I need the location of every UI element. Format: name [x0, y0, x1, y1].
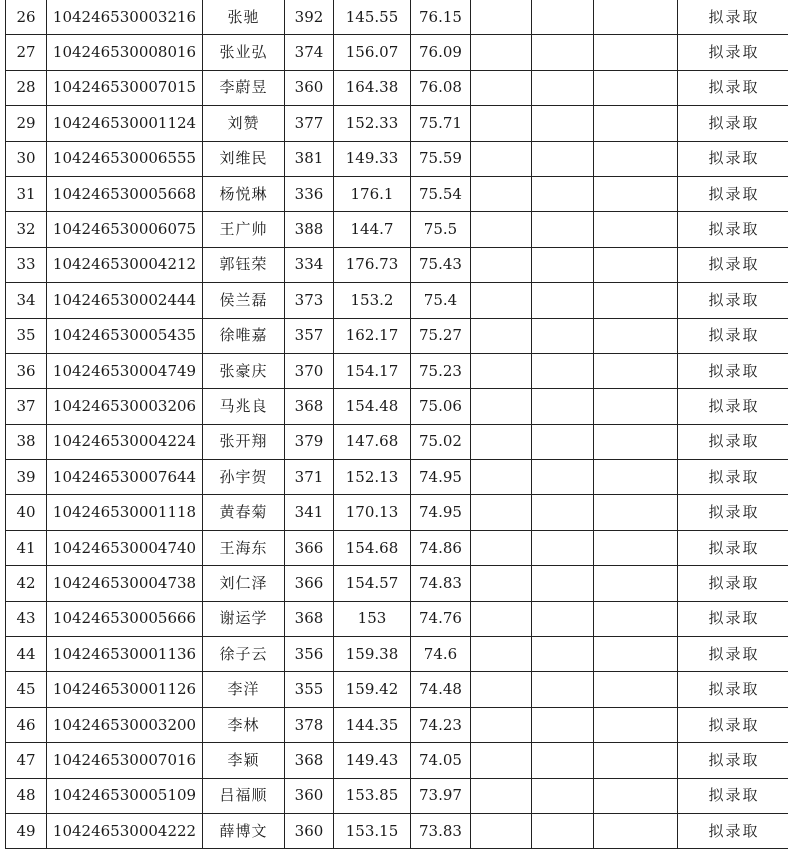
cell-candidate-id: 104246530003200 — [47, 707, 203, 742]
cell-retest-score: 156.07 — [334, 35, 411, 70]
table-row — [6, 601, 788, 636]
cell-retest-score: 153 — [334, 601, 411, 636]
cell-empty — [471, 70, 532, 105]
cell-candidate-name: 黄春菊 — [203, 495, 285, 530]
cell-empty — [594, 0, 678, 35]
cell-empty — [471, 212, 532, 247]
cell-empty — [471, 530, 532, 565]
cell-candidate-id: 104246530003216 — [47, 0, 203, 35]
cell-row-number: 39 — [6, 460, 47, 495]
table-row — [6, 424, 788, 459]
cell-candidate-id: 104246530007016 — [47, 743, 203, 778]
cell-row-number: 32 — [6, 212, 47, 247]
cell-admission-result: 拟录取 — [678, 530, 788, 565]
cell-empty — [471, 424, 532, 459]
cell-total-score: 74.83 — [411, 566, 471, 601]
cell-row-number: 37 — [6, 389, 47, 424]
cell-empty — [532, 601, 594, 636]
table-row — [6, 389, 788, 424]
cell-candidate-id: 104246530006075 — [47, 212, 203, 247]
cell-total-score: 76.08 — [411, 70, 471, 105]
cell-row-number: 34 — [6, 283, 47, 318]
cell-empty — [594, 176, 678, 211]
cell-empty — [471, 353, 532, 388]
cell-candidate-name: 吕福顺 — [203, 778, 285, 813]
cell-candidate-id: 104246530002444 — [47, 283, 203, 318]
cell-row-number: 44 — [6, 637, 47, 672]
cell-candidate-name: 李蔚昱 — [203, 70, 285, 105]
cell-empty — [532, 353, 594, 388]
cell-candidate-name: 李林 — [203, 707, 285, 742]
cell-admission-result: 拟录取 — [678, 637, 788, 672]
table-row — [6, 318, 788, 353]
cell-empty — [532, 637, 594, 672]
cell-retest-score: 154.68 — [334, 530, 411, 565]
cell-candidate-name: 侯兰磊 — [203, 283, 285, 318]
cell-total-score: 74.86 — [411, 530, 471, 565]
table-row — [6, 176, 788, 211]
cell-empty — [594, 813, 678, 848]
cell-candidate-id: 104246530001126 — [47, 672, 203, 707]
cell-total-score: 74.23 — [411, 707, 471, 742]
cell-total-score: 75.4 — [411, 283, 471, 318]
cell-exam-score: 368 — [285, 743, 334, 778]
cell-empty — [471, 106, 532, 141]
cell-empty — [532, 212, 594, 247]
cell-empty — [594, 460, 678, 495]
cell-total-score: 74.95 — [411, 495, 471, 530]
cell-empty — [532, 707, 594, 742]
cell-candidate-name: 徐子云 — [203, 637, 285, 672]
cell-empty — [594, 566, 678, 601]
cell-candidate-id: 104246530005109 — [47, 778, 203, 813]
table-row — [6, 813, 788, 848]
table-row — [6, 212, 788, 247]
cell-exam-score: 368 — [285, 601, 334, 636]
cell-retest-score: 144.7 — [334, 212, 411, 247]
cell-empty — [594, 778, 678, 813]
cell-empty — [471, 637, 532, 672]
cell-row-number: 40 — [6, 495, 47, 530]
cell-candidate-name: 王广帅 — [203, 212, 285, 247]
table-row — [6, 0, 788, 35]
cell-exam-score: 381 — [285, 141, 334, 176]
cell-empty — [471, 495, 532, 530]
cell-exam-score: 360 — [285, 813, 334, 848]
cell-row-number: 27 — [6, 35, 47, 70]
cell-empty — [532, 672, 594, 707]
cell-retest-score: 154.57 — [334, 566, 411, 601]
cell-admission-result: 拟录取 — [678, 353, 788, 388]
cell-exam-score: 355 — [285, 672, 334, 707]
table-row — [6, 283, 788, 318]
cell-empty — [471, 247, 532, 282]
cell-empty — [594, 637, 678, 672]
cell-total-score: 74.95 — [411, 460, 471, 495]
cell-candidate-name: 李洋 — [203, 672, 285, 707]
cell-row-number: 48 — [6, 778, 47, 813]
cell-retest-score: 176.1 — [334, 176, 411, 211]
cell-exam-score: 379 — [285, 424, 334, 459]
cell-retest-score: 153.85 — [334, 778, 411, 813]
cell-retest-score: 149.43 — [334, 743, 411, 778]
cell-admission-result: 拟录取 — [678, 247, 788, 282]
cell-candidate-id: 104246530001136 — [47, 637, 203, 672]
cell-empty — [594, 424, 678, 459]
cell-candidate-id: 104246530004740 — [47, 530, 203, 565]
cell-empty — [471, 176, 532, 211]
cell-empty — [594, 743, 678, 778]
cell-row-number: 43 — [6, 601, 47, 636]
cell-admission-result: 拟录取 — [678, 35, 788, 70]
cell-row-number: 31 — [6, 176, 47, 211]
cell-retest-score: 154.48 — [334, 389, 411, 424]
cell-retest-score: 144.35 — [334, 707, 411, 742]
cell-admission-result: 拟录取 — [678, 176, 788, 211]
cell-empty — [532, 141, 594, 176]
cell-candidate-id: 104246530001124 — [47, 106, 203, 141]
cell-exam-score: 336 — [285, 176, 334, 211]
cell-candidate-name: 张开翔 — [203, 424, 285, 459]
cell-row-number: 47 — [6, 743, 47, 778]
cell-row-number: 26 — [6, 0, 47, 35]
cell-row-number: 46 — [6, 707, 47, 742]
cell-total-score: 75.23 — [411, 353, 471, 388]
cell-row-number: 49 — [6, 813, 47, 848]
cell-total-score: 75.71 — [411, 106, 471, 141]
cell-empty — [471, 389, 532, 424]
cell-candidate-id: 104246530008016 — [47, 35, 203, 70]
table-row — [6, 141, 788, 176]
cell-admission-result: 拟录取 — [678, 672, 788, 707]
cell-empty — [594, 35, 678, 70]
admission-table-body — [6, 0, 788, 849]
cell-empty — [532, 70, 594, 105]
cell-candidate-id: 104246530006555 — [47, 141, 203, 176]
cell-empty — [471, 813, 532, 848]
cell-total-score: 73.97 — [411, 778, 471, 813]
cell-retest-score: 149.33 — [334, 141, 411, 176]
cell-retest-score: 152.13 — [334, 460, 411, 495]
cell-empty — [594, 247, 678, 282]
cell-candidate-name: 杨悦琳 — [203, 176, 285, 211]
cell-retest-score: 164.38 — [334, 70, 411, 105]
cell-total-score: 73.83 — [411, 813, 471, 848]
cell-total-score: 76.15 — [411, 0, 471, 35]
cell-candidate-name: 马兆良 — [203, 389, 285, 424]
cell-retest-score: 152.33 — [334, 106, 411, 141]
cell-total-score: 74.05 — [411, 743, 471, 778]
cell-retest-score: 153.2 — [334, 283, 411, 318]
cell-empty — [471, 707, 532, 742]
cell-admission-result: 拟录取 — [678, 813, 788, 848]
cell-empty — [594, 212, 678, 247]
cell-empty — [594, 106, 678, 141]
table-row — [6, 743, 788, 778]
cell-retest-score: 153.15 — [334, 813, 411, 848]
cell-empty — [532, 283, 594, 318]
cell-empty — [532, 247, 594, 282]
cell-total-score: 75.06 — [411, 389, 471, 424]
cell-empty — [532, 424, 594, 459]
table-row — [6, 495, 788, 530]
cell-admission-result: 拟录取 — [678, 424, 788, 459]
cell-retest-score: 145.55 — [334, 0, 411, 35]
cell-total-score: 75.5 — [411, 212, 471, 247]
cell-total-score: 75.43 — [411, 247, 471, 282]
cell-candidate-name: 刘赞 — [203, 106, 285, 141]
cell-admission-result: 拟录取 — [678, 495, 788, 530]
cell-exam-score: 366 — [285, 530, 334, 565]
cell-admission-result: 拟录取 — [678, 778, 788, 813]
cell-total-score: 74.48 — [411, 672, 471, 707]
cell-candidate-id: 104246530007015 — [47, 70, 203, 105]
cell-candidate-name: 郭钰荣 — [203, 247, 285, 282]
cell-empty — [532, 566, 594, 601]
cell-exam-score: 334 — [285, 247, 334, 282]
cell-row-number: 41 — [6, 530, 47, 565]
cell-admission-result: 拟录取 — [678, 141, 788, 176]
cell-empty — [594, 141, 678, 176]
cell-candidate-id: 104246530004212 — [47, 247, 203, 282]
cell-empty — [471, 743, 532, 778]
cell-candidate-id: 104246530007644 — [47, 460, 203, 495]
cell-row-number: 45 — [6, 672, 47, 707]
cell-empty — [532, 318, 594, 353]
cell-candidate-name: 薛博文 — [203, 813, 285, 848]
cell-empty — [471, 35, 532, 70]
cell-candidate-id: 104246530005435 — [47, 318, 203, 353]
cell-row-number: 38 — [6, 424, 47, 459]
cell-exam-score: 341 — [285, 495, 334, 530]
table-row — [6, 70, 788, 105]
cell-total-score: 75.02 — [411, 424, 471, 459]
cell-candidate-name: 张驰 — [203, 0, 285, 35]
cell-candidate-name: 王海东 — [203, 530, 285, 565]
cell-exam-score: 378 — [285, 707, 334, 742]
cell-candidate-name: 徐唯嘉 — [203, 318, 285, 353]
cell-row-number: 29 — [6, 106, 47, 141]
cell-retest-score: 147.68 — [334, 424, 411, 459]
table-row — [6, 566, 788, 601]
cell-retest-score: 162.17 — [334, 318, 411, 353]
cell-admission-result: 拟录取 — [678, 318, 788, 353]
cell-empty — [594, 672, 678, 707]
table-row — [6, 707, 788, 742]
cell-admission-result: 拟录取 — [678, 106, 788, 141]
cell-total-score: 74.76 — [411, 601, 471, 636]
cell-row-number: 42 — [6, 566, 47, 601]
cell-empty — [594, 389, 678, 424]
cell-retest-score: 159.38 — [334, 637, 411, 672]
cell-empty — [594, 70, 678, 105]
cell-row-number: 28 — [6, 70, 47, 105]
table-row — [6, 672, 788, 707]
cell-total-score: 74.6 — [411, 637, 471, 672]
cell-exam-score: 374 — [285, 35, 334, 70]
cell-admission-result: 拟录取 — [678, 566, 788, 601]
cell-empty — [532, 495, 594, 530]
cell-empty — [594, 495, 678, 530]
cell-admission-result: 拟录取 — [678, 707, 788, 742]
table-row — [6, 778, 788, 813]
cell-empty — [594, 353, 678, 388]
cell-empty — [532, 530, 594, 565]
cell-admission-result: 拟录取 — [678, 389, 788, 424]
cell-exam-score: 373 — [285, 283, 334, 318]
cell-row-number: 35 — [6, 318, 47, 353]
cell-admission-result: 拟录取 — [678, 70, 788, 105]
cell-empty — [594, 707, 678, 742]
table-row — [6, 247, 788, 282]
cell-exam-score: 371 — [285, 460, 334, 495]
cell-empty — [471, 672, 532, 707]
table-row — [6, 460, 788, 495]
cell-candidate-id: 104246530003206 — [47, 389, 203, 424]
table-row — [6, 106, 788, 141]
cell-empty — [471, 566, 532, 601]
cell-empty — [471, 141, 532, 176]
cell-candidate-id: 104246530005668 — [47, 176, 203, 211]
cell-candidate-name: 张豪庆 — [203, 353, 285, 388]
cell-retest-score: 154.17 — [334, 353, 411, 388]
cell-empty — [594, 283, 678, 318]
cell-empty — [471, 283, 532, 318]
cell-retest-score: 170.13 — [334, 495, 411, 530]
cell-retest-score: 159.42 — [334, 672, 411, 707]
cell-empty — [471, 318, 532, 353]
cell-admission-result: 拟录取 — [678, 0, 788, 35]
cell-candidate-id: 104246530004222 — [47, 813, 203, 848]
cell-exam-score: 370 — [285, 353, 334, 388]
cell-candidate-name: 张业弘 — [203, 35, 285, 70]
cell-empty — [532, 106, 594, 141]
cell-empty — [594, 318, 678, 353]
cell-candidate-id: 104246530005666 — [47, 601, 203, 636]
cell-exam-score: 366 — [285, 566, 334, 601]
cell-admission-result: 拟录取 — [678, 743, 788, 778]
cell-candidate-id: 104246530004738 — [47, 566, 203, 601]
cell-retest-score: 176.73 — [334, 247, 411, 282]
cell-empty — [594, 530, 678, 565]
table-row — [6, 353, 788, 388]
cell-empty — [532, 35, 594, 70]
table-row — [6, 530, 788, 565]
cell-candidate-name: 谢运学 — [203, 601, 285, 636]
cell-exam-score: 368 — [285, 389, 334, 424]
cell-exam-score: 392 — [285, 0, 334, 35]
table-row — [6, 637, 788, 672]
cell-candidate-name: 刘维民 — [203, 141, 285, 176]
cell-empty — [532, 743, 594, 778]
cell-empty — [471, 0, 532, 35]
cell-exam-score: 388 — [285, 212, 334, 247]
cell-admission-result: 拟录取 — [678, 283, 788, 318]
cell-row-number: 33 — [6, 247, 47, 282]
cell-candidate-id: 104246530001118 — [47, 495, 203, 530]
cell-row-number: 36 — [6, 353, 47, 388]
admission-table — [5, 0, 788, 849]
cell-exam-score: 357 — [285, 318, 334, 353]
cell-admission-result: 拟录取 — [678, 212, 788, 247]
cell-empty — [532, 389, 594, 424]
cell-candidate-id: 104246530004224 — [47, 424, 203, 459]
cell-total-score: 76.09 — [411, 35, 471, 70]
cell-empty — [532, 778, 594, 813]
cell-admission-result: 拟录取 — [678, 460, 788, 495]
cell-empty — [532, 176, 594, 211]
cell-row-number: 30 — [6, 141, 47, 176]
cell-empty — [594, 601, 678, 636]
cell-candidate-id: 104246530004749 — [47, 353, 203, 388]
cell-empty — [471, 778, 532, 813]
cell-exam-score: 356 — [285, 637, 334, 672]
cell-total-score: 75.27 — [411, 318, 471, 353]
cell-empty — [532, 813, 594, 848]
cell-empty — [532, 0, 594, 35]
cell-total-score: 75.54 — [411, 176, 471, 211]
cell-exam-score: 377 — [285, 106, 334, 141]
cell-empty — [532, 460, 594, 495]
cell-candidate-name: 孙宇贺 — [203, 460, 285, 495]
table-row — [6, 35, 788, 70]
cell-admission-result: 拟录取 — [678, 601, 788, 636]
cell-empty — [471, 460, 532, 495]
cell-candidate-name: 李颖 — [203, 743, 285, 778]
cell-exam-score: 360 — [285, 778, 334, 813]
cell-candidate-name: 刘仁泽 — [203, 566, 285, 601]
cell-empty — [471, 601, 532, 636]
cell-exam-score: 360 — [285, 70, 334, 105]
cell-total-score: 75.59 — [411, 141, 471, 176]
